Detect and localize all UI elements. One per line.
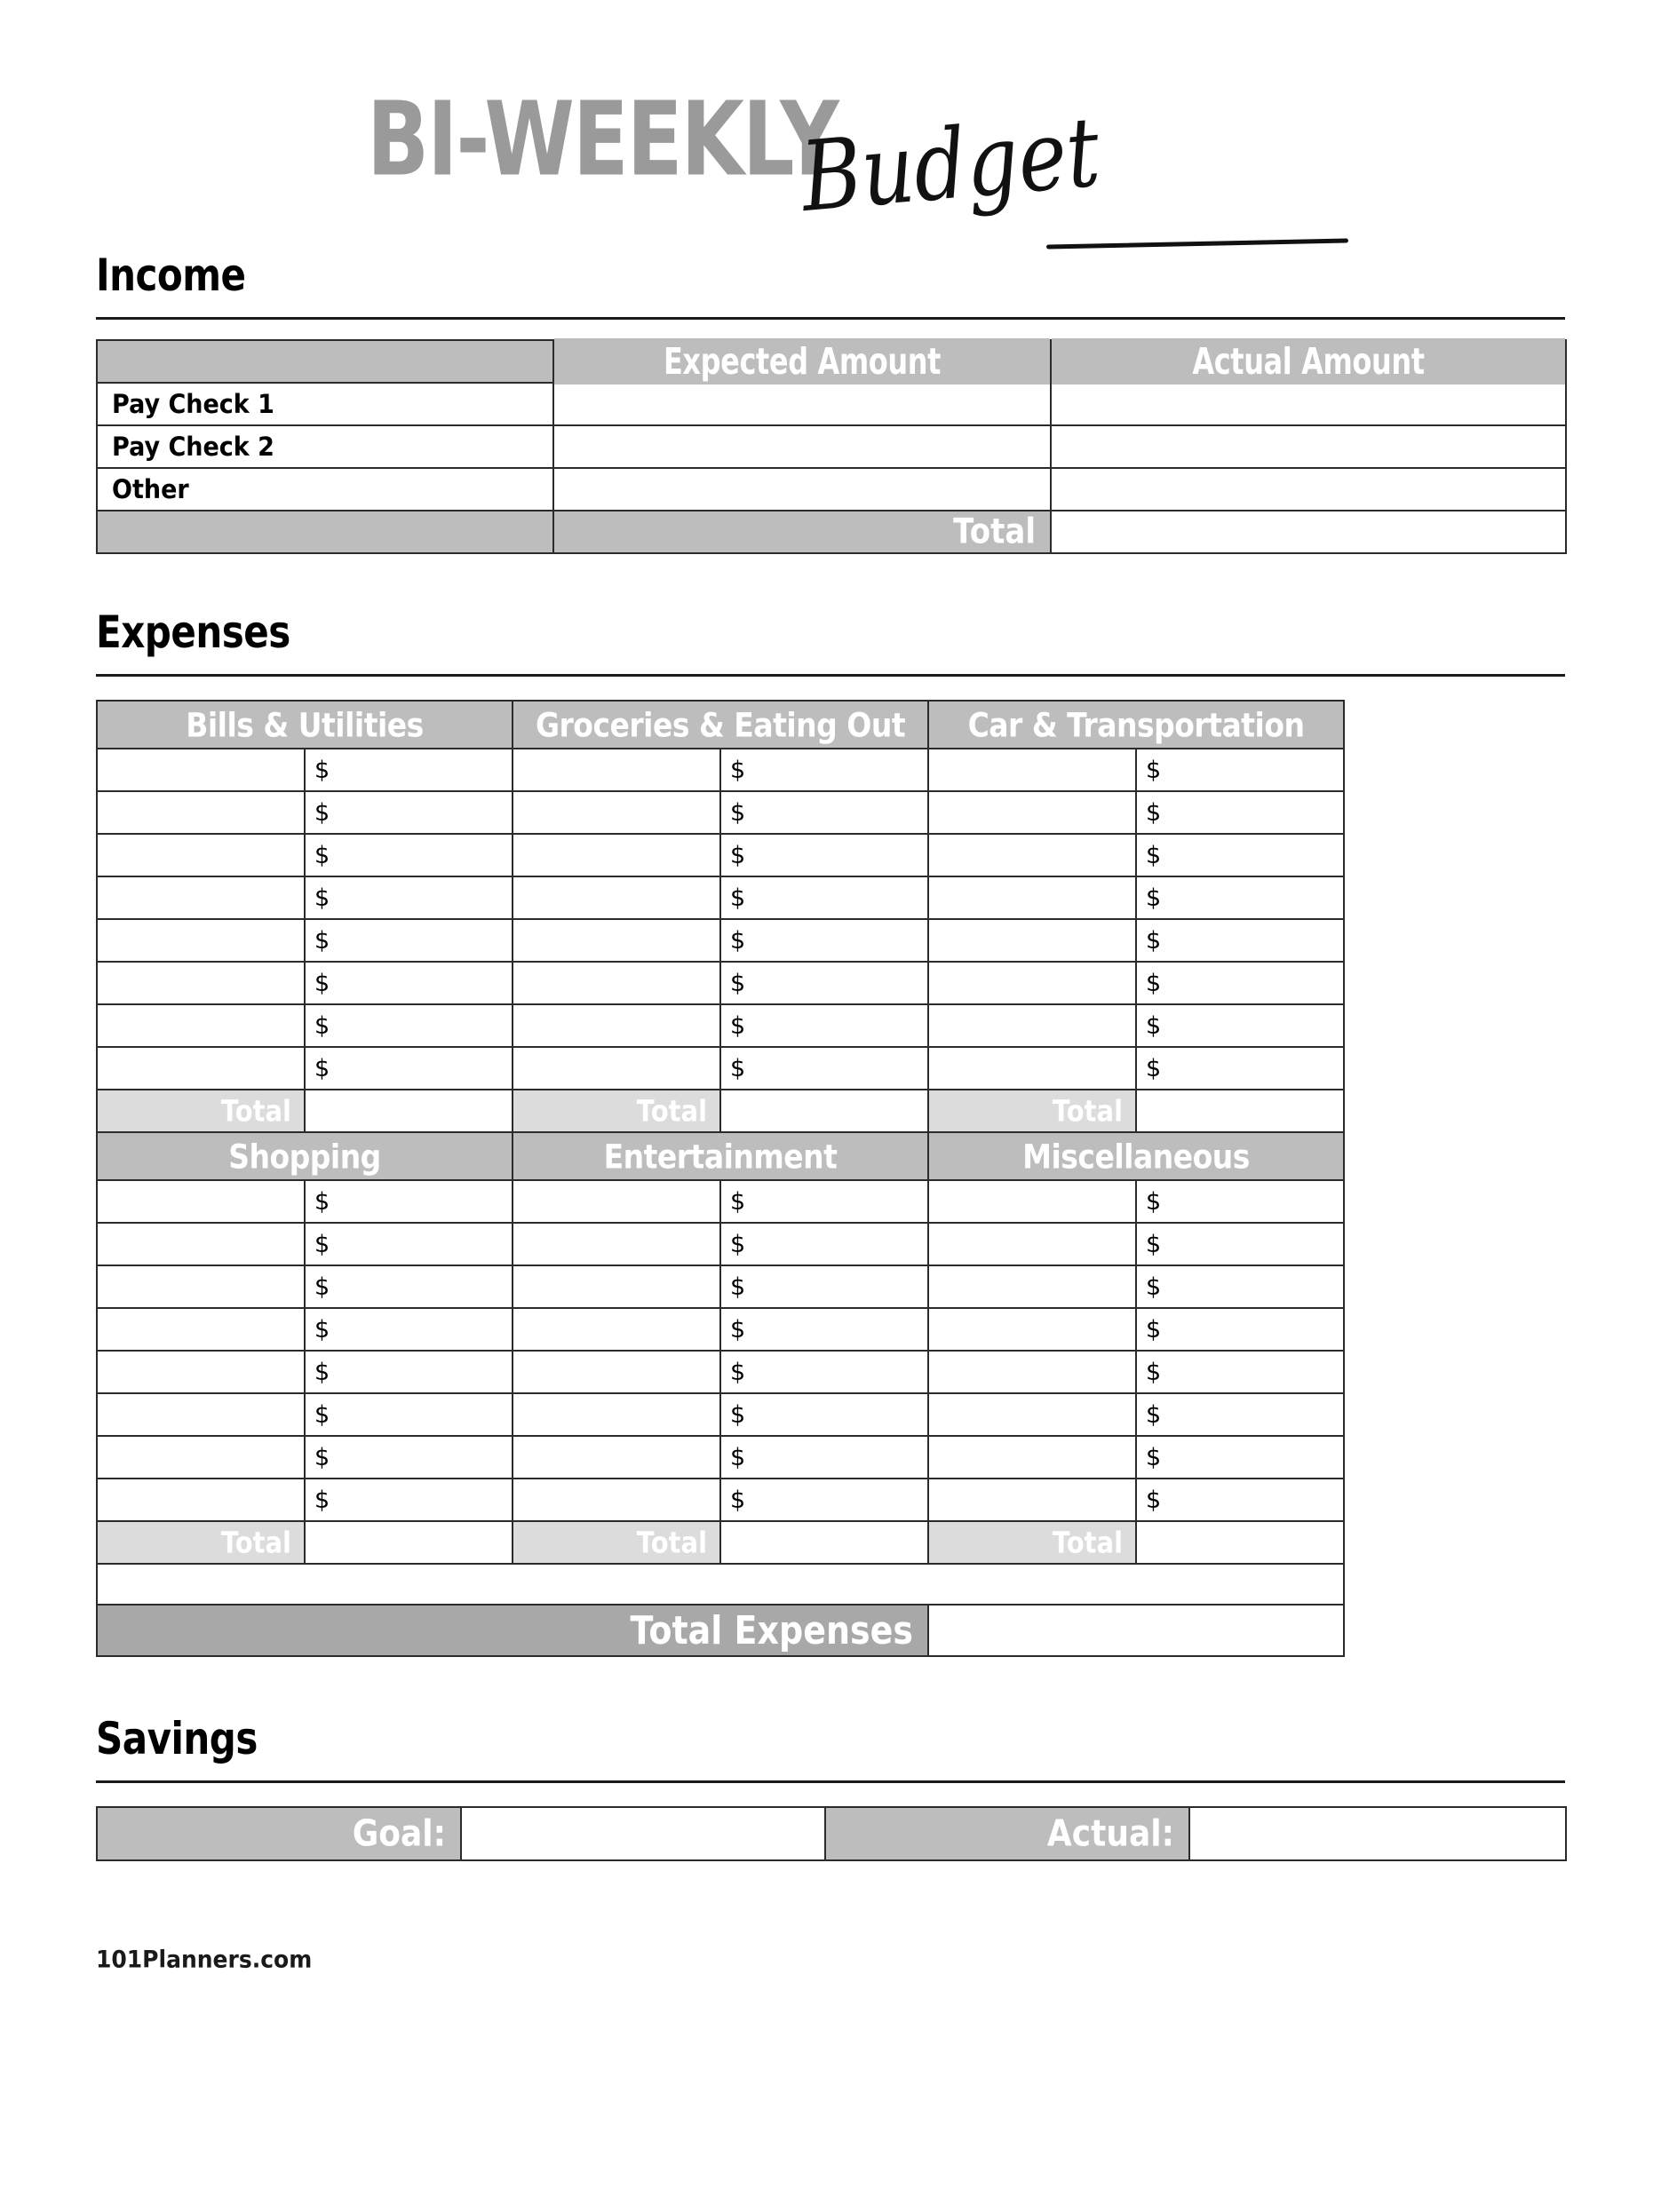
expense-item-input[interactable] [97,749,305,791]
expense-subtotal-label [513,1090,720,1132]
expense-amount-input[interactable]: $ [305,1047,513,1090]
income-actual-input[interactable] [1051,468,1566,511]
expense-amount-input[interactable]: $ [305,1308,513,1351]
expense-item-input[interactable] [513,1004,720,1047]
expense-subtotal-row [97,1521,1344,1564]
expense-subtotal-input[interactable] [305,1521,513,1564]
income-row-label: Other [97,466,553,513]
expense-amount-input[interactable]: $ [720,1180,928,1223]
income-expected-input[interactable] [553,468,1051,511]
income-header-blank [97,340,553,383]
expense-amount-input[interactable]: $ [720,1004,928,1047]
expense-amount-input[interactable]: $ [305,1265,513,1308]
expense-amount-input[interactable]: $ [720,1308,928,1351]
income-total-blank [97,511,553,553]
income-expected-input[interactable] [553,425,1051,468]
expense-category-label: Shopping [228,1136,381,1177]
expense-item-input[interactable] [928,1004,1136,1047]
expense-line-row [97,834,1344,876]
expense-amount-input[interactable]: $ [1136,1351,1344,1393]
expense-grand-total-row [97,1605,1344,1656]
expense-item-input[interactable] [513,1351,720,1393]
expense-subtotal-input[interactable] [720,1090,928,1132]
expense-amount-input[interactable]: $ [720,876,928,919]
table-row [97,383,1566,425]
page-title [96,53,1565,258]
expense-item-input[interactable] [928,876,1136,919]
expense-amount-input[interactable]: $ [305,876,513,919]
expense-item-input[interactable] [97,1308,305,1351]
expense-item-input[interactable] [97,962,305,1004]
expense-item-input[interactable] [928,1047,1136,1090]
income-total-label: Total [553,511,1051,553]
expense-subtotal-label [97,1521,305,1564]
expense-grand-total-label [97,1605,928,1656]
expense-item-input[interactable] [97,1479,305,1521]
savings-row [97,1807,1566,1860]
expense-amount-input[interactable]: $ [720,1223,928,1265]
expense-item-input[interactable] [97,876,305,919]
expense-spacer-cell [97,1564,1344,1605]
income-section [96,250,1565,554]
expense-line-row [97,876,1344,919]
expense-line-row [97,962,1344,1004]
expense-item-input[interactable] [97,834,305,876]
income-row-label: Pay Check 1 [97,381,553,428]
expense-item-input[interactable] [928,962,1136,1004]
expense-item-input[interactable] [97,1047,305,1090]
savings-section [96,1713,1565,1861]
expense-item-input[interactable] [513,1223,720,1265]
expense-category-header-row [97,701,1344,749]
expense-item-input[interactable] [97,791,305,834]
expense-spacer-row [97,1564,1344,1605]
income-heading-rule [96,317,1565,320]
expense-amount-input[interactable]: $ [1136,1479,1344,1521]
expense-item-input[interactable] [928,1180,1136,1223]
expense-amount-input[interactable]: $ [720,1351,928,1393]
expense-category-header-row [97,1132,1344,1180]
expense-item-input[interactable] [928,919,1136,962]
expense-category-header [97,701,513,749]
expense-line-row [97,1351,1344,1393]
expense-line-row [97,1047,1344,1090]
expense-category-header [928,1132,1344,1180]
expense-amount-input[interactable]: $ [720,962,928,1004]
income-row-label: Pay Check 2 [97,424,553,471]
expense-amount-input[interactable]: $ [720,1479,928,1521]
title-main-text: BI-WEEKLY [367,80,838,199]
expense-line-row [97,1223,1344,1265]
expense-subtotal-input[interactable] [1136,1521,1344,1564]
expense-amount-input[interactable]: $ [1136,1393,1344,1436]
expense-amount-input[interactable]: $ [720,749,928,791]
expense-item-input[interactable] [928,1265,1136,1308]
expense-item-input[interactable] [97,1436,305,1479]
expense-subtotal-label [97,1090,305,1132]
expense-line-row [97,1004,1344,1047]
expense-item-input[interactable] [97,1004,305,1047]
expense-amount-input[interactable]: $ [1136,919,1344,962]
income-actual-input[interactable] [1051,383,1566,425]
expense-subtotal-input[interactable] [305,1090,513,1132]
expense-amount-input[interactable]: $ [305,1180,513,1223]
expense-item-input[interactable] [513,1265,720,1308]
income-header-expected: Expected Amount [553,337,1051,385]
expense-subtotal-text: Total [220,1525,291,1560]
savings-actual-input[interactable] [1189,1807,1566,1860]
expense-item-input[interactable] [513,1047,720,1090]
budget-worksheet-page [0,53,1661,2212]
expense-amount-input[interactable]: $ [1136,1180,1344,1223]
expense-item-input[interactable] [97,1393,305,1436]
expense-category-label: Car & Transportation [967,704,1305,745]
expense-amount-input[interactable]: $ [1136,834,1344,876]
expense-item-input[interactable] [513,1393,720,1436]
expense-item-input[interactable] [513,1436,720,1479]
expense-amount-input[interactable]: $ [720,1393,928,1436]
expense-amount-input[interactable]: $ [720,834,928,876]
table-row [97,425,1566,468]
savings-table [96,1806,1567,1861]
expense-item-input[interactable] [513,876,720,919]
expense-amount-input[interactable]: $ [305,1223,513,1265]
expense-amount-input[interactable]: $ [305,791,513,834]
expense-subtotal-label [928,1090,1136,1132]
expense-amount-input[interactable]: $ [305,1351,513,1393]
expense-amount-input[interactable]: $ [305,749,513,791]
table-row [97,468,1566,511]
expense-item-input[interactable] [928,1436,1136,1479]
expense-item-input[interactable] [928,1308,1136,1351]
expense-amount-input[interactable]: $ [720,791,928,834]
expense-line-row [97,791,1344,834]
expense-line-row [97,1180,1344,1223]
expense-subtotal-text: Total [1052,1093,1124,1129]
expense-item-input[interactable] [513,962,720,1004]
expense-item-input[interactable] [928,1479,1136,1521]
expense-amount-input[interactable]: $ [305,1393,513,1436]
expense-category-header [513,1132,928,1180]
expense-line-row [97,1308,1344,1351]
expense-amount-input[interactable]: $ [720,1047,928,1090]
title-script-text: Budget [796,95,1104,234]
savings-goal-input[interactable] [461,1807,825,1860]
expense-amount-input[interactable]: $ [305,919,513,962]
savings-heading-rule [96,1780,1565,1783]
expense-item-input[interactable] [928,1393,1136,1436]
expenses-heading-rule [96,674,1565,677]
expense-subtotal-text: Total [636,1525,708,1560]
expense-item-input[interactable] [97,919,305,962]
expense-category-label: Miscellaneous [1022,1136,1250,1177]
expense-amount-input[interactable]: $ [1136,1308,1344,1351]
expense-subtotal-label [928,1521,1136,1564]
expense-line-row [97,1393,1344,1436]
expense-item-input[interactable] [513,1308,720,1351]
expense-category-header [513,701,928,749]
footer-site-credit: 101Planners.com [96,1945,313,1974]
savings-heading: Savings [96,1713,258,1764]
expense-grand-total-input[interactable] [928,1605,1344,1656]
expense-amount-input[interactable]: $ [1136,749,1344,791]
expense-amount-input[interactable]: $ [1136,791,1344,834]
expense-item-input[interactable] [928,1223,1136,1265]
expense-amount-input[interactable]: $ [1136,1223,1344,1265]
income-header-actual: Actual Amount [1051,337,1566,385]
expense-item-input[interactable] [97,1265,305,1308]
expense-item-input[interactable] [97,1223,305,1265]
income-total-row [97,511,1566,553]
expense-amount-input[interactable]: $ [1136,1047,1344,1090]
expense-amount-input[interactable]: $ [1136,876,1344,919]
expense-grand-total-text: Total Expenses [630,1607,914,1653]
expense-amount-input[interactable]: $ [720,1265,928,1308]
expense-subtotal-input[interactable] [1136,1090,1344,1132]
expense-line-row [97,1436,1344,1479]
expense-item-input[interactable] [513,791,720,834]
expense-item-input[interactable] [513,834,720,876]
expense-subtotal-input[interactable] [720,1521,928,1564]
income-header-row [97,340,1566,383]
expenses-heading: Expenses [96,607,290,658]
expense-line-row [97,1265,1344,1308]
expense-amount-input[interactable]: $ [720,1436,928,1479]
expense-item-input[interactable] [928,834,1136,876]
expense-line-row [97,919,1344,962]
savings-goal-label: Goal: [97,1807,461,1860]
expense-item-input[interactable] [513,1479,720,1521]
expense-category-label: Entertainment [603,1136,838,1177]
expense-line-row [97,749,1344,791]
title-underline-flourish [1046,238,1348,249]
expense-amount-input[interactable]: $ [305,1004,513,1047]
expense-category-header [928,701,1344,749]
income-total-input[interactable] [1051,511,1566,553]
expense-amount-input[interactable]: $ [305,834,513,876]
expense-amount-input[interactable]: $ [1136,1004,1344,1047]
expense-subtotal-label [513,1521,720,1564]
expense-item-input[interactable] [513,919,720,962]
expense-item-input[interactable] [928,749,1136,791]
expense-amount-input[interactable]: $ [305,1436,513,1479]
expense-item-input[interactable] [97,1180,305,1223]
expense-amount-input[interactable]: $ [720,919,928,962]
expense-item-input[interactable] [513,1180,720,1223]
income-heading: Income [96,250,246,301]
expenses-table [96,700,1345,1657]
expense-subtotal-text: Total [220,1093,291,1129]
expense-amount-input[interactable]: $ [1136,962,1344,1004]
expense-amount-input[interactable]: $ [1136,1265,1344,1308]
expense-item-input[interactable] [928,791,1136,834]
expense-subtotal-row [97,1090,1344,1132]
income-expected-input[interactable] [553,383,1051,425]
expense-category-header [97,1132,513,1180]
expense-subtotal-text: Total [636,1093,708,1129]
savings-actual-label: Actual: [825,1807,1189,1860]
expense-item-input[interactable] [513,749,720,791]
expense-item-input[interactable] [97,1351,305,1393]
expense-amount-input[interactable]: $ [1136,1436,1344,1479]
expense-subtotal-text: Total [1052,1525,1124,1560]
expense-line-row [97,1479,1344,1521]
income-table [96,339,1567,554]
income-actual-input[interactable] [1051,425,1566,468]
expense-amount-input[interactable]: $ [305,962,513,1004]
expense-category-label: Groceries & Eating Out [535,704,906,745]
expense-amount-input[interactable]: $ [305,1479,513,1521]
expense-item-input[interactable] [928,1351,1136,1393]
expense-category-label: Bills & Utilities [186,704,424,745]
expenses-section [96,607,1565,1657]
